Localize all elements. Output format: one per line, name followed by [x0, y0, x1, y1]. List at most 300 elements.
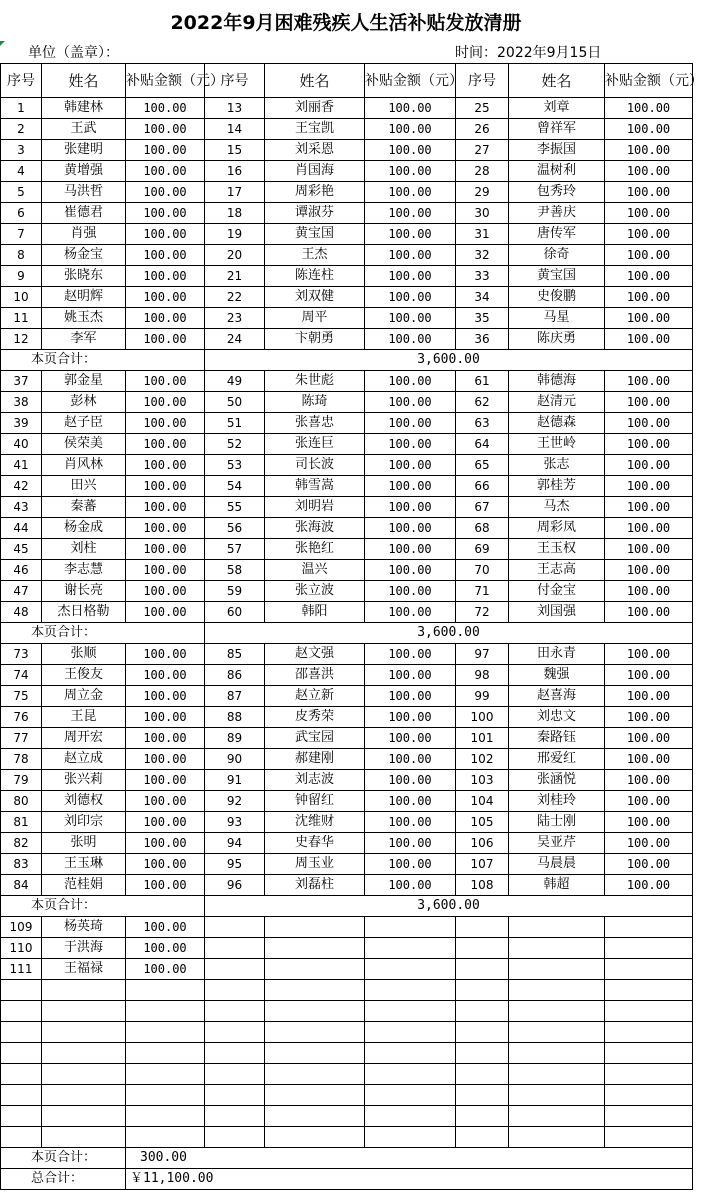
amount-cell: 100.00: [126, 308, 205, 329]
amount-cell: 100.00: [365, 707, 456, 728]
blank-row: [1, 1106, 693, 1127]
empty-cell: [1, 1106, 42, 1127]
empty-cell: [42, 1127, 126, 1148]
table-row: [1, 371, 693, 392]
seq-cell: 64: [456, 434, 509, 455]
amount-cell: 100.00: [365, 371, 456, 392]
seq-cell: 17: [205, 182, 265, 203]
empty-cell: [456, 1106, 509, 1127]
name-cell: 郝建刚: [265, 749, 365, 770]
empty-cell: [1, 1064, 42, 1085]
table-row: [1, 854, 693, 875]
seq-cell: 103: [456, 770, 509, 791]
seq-cell: 85: [205, 644, 265, 665]
seq-cell: 104: [456, 791, 509, 812]
table-row: [1, 287, 693, 308]
name-cell: 赵文强: [265, 644, 365, 665]
name-cell: 刘桂玲: [509, 791, 605, 812]
name-cell: 周玉业: [265, 854, 365, 875]
seq-cell: 70: [456, 560, 509, 581]
name-cell: 魏强: [509, 665, 605, 686]
seq-cell: 65: [456, 455, 509, 476]
header-name: 姓名: [265, 64, 365, 98]
amount-cell: 100.00: [126, 266, 205, 287]
amount-cell: 100.00: [605, 203, 693, 224]
empty-cell: [265, 1106, 365, 1127]
name-cell: 马杰: [509, 497, 605, 518]
empty-cell: [42, 1064, 126, 1085]
seq-cell: 63: [456, 413, 509, 434]
seq-cell: 8: [1, 245, 42, 266]
name-cell: 周彩凤: [509, 518, 605, 539]
seq-cell: 73: [1, 644, 42, 665]
seq-cell: 100: [456, 707, 509, 728]
empty-cell: [456, 1127, 509, 1148]
subtotal-row: [1, 1148, 693, 1169]
seq-cell: 76: [1, 707, 42, 728]
amount-cell: 100.00: [126, 749, 205, 770]
empty-cell: [456, 1085, 509, 1106]
seq-cell: 43: [1, 497, 42, 518]
name-cell: 张艳红: [265, 539, 365, 560]
name-cell: 刘印宗: [42, 812, 126, 833]
empty-cell: [1, 980, 42, 1001]
name-cell: 温兴: [265, 560, 365, 581]
name-cell: 韩建林: [42, 98, 126, 119]
seq-cell: 101: [456, 728, 509, 749]
name-cell: 张志: [509, 455, 605, 476]
seq-cell: 19: [205, 224, 265, 245]
amount-cell: 100.00: [126, 434, 205, 455]
empty-cell: [365, 1022, 456, 1043]
amount-cell: 100.00: [605, 413, 693, 434]
name-cell: 史春华: [265, 833, 365, 854]
empty-cell: [365, 1043, 456, 1064]
amount-cell: 100.00: [126, 98, 205, 119]
seq-cell: 99: [456, 686, 509, 707]
empty-cell: [42, 1085, 126, 1106]
amount-cell: 100.00: [605, 665, 693, 686]
name-cell: 刘国强: [509, 602, 605, 623]
empty-cell: [205, 917, 265, 938]
table-row: [1, 161, 693, 182]
name-cell: 李振国: [509, 140, 605, 161]
name-cell: 刘柱: [42, 539, 126, 560]
seq-cell: 110: [1, 938, 42, 959]
empty-cell: [42, 1001, 126, 1022]
empty-cell: [365, 1106, 456, 1127]
name-cell: 姚玉杰: [42, 308, 126, 329]
table-row: [1, 728, 693, 749]
amount-cell: 100.00: [605, 392, 693, 413]
seq-cell: 54: [205, 476, 265, 497]
name-cell: 谢长亮: [42, 581, 126, 602]
seq-cell: 107: [456, 854, 509, 875]
name-cell: 王昆: [42, 707, 126, 728]
subtotal-label: 本页合计：: [1, 350, 205, 371]
amount-cell: 100.00: [126, 728, 205, 749]
subtotal-value: 300.00: [126, 1148, 693, 1169]
amount-cell: 100.00: [605, 854, 693, 875]
name-cell: 刘志波: [265, 770, 365, 791]
amount-cell: 100.00: [605, 119, 693, 140]
amount-cell: 100.00: [365, 854, 456, 875]
amount-cell: 100.00: [605, 791, 693, 812]
name-cell: 陆士刚: [509, 812, 605, 833]
table-row: [1, 140, 693, 161]
header-amount: 补贴金额（元）: [126, 64, 205, 98]
name-cell: 谭淑芬: [265, 203, 365, 224]
seq-cell: 83: [1, 854, 42, 875]
empty-cell: [205, 1022, 265, 1043]
empty-cell: [509, 959, 605, 980]
amount-cell: 100.00: [365, 413, 456, 434]
seq-cell: 77: [1, 728, 42, 749]
header-amount: 补贴金额（元）: [605, 64, 693, 98]
name-cell: 周开宏: [42, 728, 126, 749]
amount-cell: 100.00: [365, 749, 456, 770]
name-cell: 王福禄: [42, 959, 126, 980]
seq-cell: 84: [1, 875, 42, 896]
name-cell: 张顺: [42, 644, 126, 665]
table-row: [1, 686, 693, 707]
empty-cell: [265, 917, 365, 938]
seq-cell: 4: [1, 161, 42, 182]
empty-cell: [509, 1085, 605, 1106]
name-cell: 温树利: [509, 161, 605, 182]
empty-cell: [365, 980, 456, 1001]
table-row: [1, 308, 693, 329]
amount-cell: 100.00: [365, 539, 456, 560]
cell-marker: [0, 41, 5, 46]
table-row: [1, 560, 693, 581]
name-cell: 崔德君: [42, 203, 126, 224]
subtotal-row: [1, 623, 693, 644]
table-row: [1, 455, 693, 476]
name-cell: 李军: [42, 329, 126, 350]
amount-cell: 100.00: [126, 287, 205, 308]
empty-cell: [265, 980, 365, 1001]
amount-cell: 100.00: [605, 707, 693, 728]
seq-cell: 13: [205, 98, 265, 119]
seq-cell: 67: [456, 497, 509, 518]
amount-cell: 100.00: [365, 581, 456, 602]
header-seq: 序号: [456, 64, 509, 98]
seq-cell: 106: [456, 833, 509, 854]
amount-cell: 100.00: [126, 371, 205, 392]
amount-cell: 100.00: [605, 812, 693, 833]
seq-cell: 35: [456, 308, 509, 329]
name-cell: 杨金成: [42, 518, 126, 539]
table-row: [1, 245, 693, 266]
seq-cell: 72: [456, 602, 509, 623]
name-cell: 马晨晨: [509, 854, 605, 875]
amount-cell: 100.00: [126, 938, 205, 959]
seq-cell: 29: [456, 182, 509, 203]
name-cell: 陈连柱: [265, 266, 365, 287]
amount-cell: 100.00: [605, 728, 693, 749]
seq-cell: 96: [205, 875, 265, 896]
empty-cell: [205, 1043, 265, 1064]
amount-cell: 100.00: [126, 476, 205, 497]
name-cell: 唐传军: [509, 224, 605, 245]
empty-cell: [605, 1106, 693, 1127]
empty-cell: [605, 959, 693, 980]
amount-cell: 100.00: [605, 602, 693, 623]
table-row: [1, 917, 693, 938]
name-cell: 马洪哲: [42, 182, 126, 203]
header-seq: 序号: [205, 64, 265, 98]
amount-cell: 100.00: [605, 539, 693, 560]
name-cell: 肖国海: [265, 161, 365, 182]
name-cell: 韩雪嵩: [265, 476, 365, 497]
seq-cell: 91: [205, 770, 265, 791]
table-row: [1, 644, 693, 665]
amount-cell: 100.00: [605, 875, 693, 896]
empty-cell: [605, 1043, 693, 1064]
empty-cell: [456, 1001, 509, 1022]
empty-cell: [126, 1043, 205, 1064]
name-cell: 张兴莉: [42, 770, 126, 791]
name-cell: 朱世彪: [265, 371, 365, 392]
empty-cell: [509, 1022, 605, 1043]
empty-cell: [365, 917, 456, 938]
name-cell: 沈维财: [265, 812, 365, 833]
amount-cell: 100.00: [365, 686, 456, 707]
seq-cell: 48: [1, 602, 42, 623]
amount-cell: 100.00: [365, 497, 456, 518]
amount-cell: 100.00: [126, 581, 205, 602]
amount-cell: 100.00: [365, 266, 456, 287]
amount-cell: 100.00: [605, 581, 693, 602]
table-row: [1, 476, 693, 497]
amount-cell: 100.00: [605, 644, 693, 665]
name-cell: 赵立新: [265, 686, 365, 707]
empty-cell: [1, 1001, 42, 1022]
subtotal-value: 3,600.00: [205, 896, 693, 917]
seq-cell: 11: [1, 308, 42, 329]
subtotal-label: 本页合计：: [1, 896, 205, 917]
name-cell: 刘双健: [265, 287, 365, 308]
empty-cell: [365, 959, 456, 980]
empty-cell: [509, 980, 605, 1001]
seq-cell: 92: [205, 791, 265, 812]
seq-cell: 25: [456, 98, 509, 119]
name-cell: 周立金: [42, 686, 126, 707]
amount-cell: 100.00: [365, 455, 456, 476]
seq-cell: 22: [205, 287, 265, 308]
seq-cell: 75: [1, 686, 42, 707]
table-row: [1, 665, 693, 686]
amount-cell: 100.00: [126, 959, 205, 980]
amount-cell: 100.00: [126, 140, 205, 161]
amount-cell: 100.00: [365, 329, 456, 350]
date-label: 时间：2022年9月15日: [455, 45, 602, 61]
seq-cell: 88: [205, 707, 265, 728]
name-cell: 钟留红: [265, 791, 365, 812]
seq-cell: 80: [1, 791, 42, 812]
seq-cell: 36: [456, 329, 509, 350]
name-cell: 黄增强: [42, 161, 126, 182]
amount-cell: 100.00: [365, 644, 456, 665]
seq-cell: 18: [205, 203, 265, 224]
name-cell: 刘磊柱: [265, 875, 365, 896]
header-name: 姓名: [509, 64, 605, 98]
amount-cell: 100.00: [605, 476, 693, 497]
empty-cell: [509, 938, 605, 959]
table-row: [1, 875, 693, 896]
empty-cell: [605, 938, 693, 959]
empty-cell: [1, 1085, 42, 1106]
seq-cell: 10: [1, 287, 42, 308]
amount-cell: 100.00: [605, 182, 693, 203]
grand-total-label: 总合计：: [1, 1169, 126, 1190]
empty-cell: [126, 1106, 205, 1127]
seq-cell: 69: [456, 539, 509, 560]
amount-cell: 100.00: [605, 434, 693, 455]
amount-cell: 100.00: [365, 434, 456, 455]
seq-cell: 93: [205, 812, 265, 833]
empty-cell: [126, 980, 205, 1001]
header-seq: 序号: [1, 64, 42, 98]
amount-cell: 100.00: [605, 329, 693, 350]
empty-cell: [365, 938, 456, 959]
seq-cell: 97: [456, 644, 509, 665]
amount-cell: 100.00: [126, 392, 205, 413]
amount-cell: 100.00: [126, 560, 205, 581]
empty-cell: [1, 1043, 42, 1064]
name-cell: 杰日格勒: [42, 602, 126, 623]
amount-cell: 100.00: [365, 182, 456, 203]
document-title: 2022年9月困难残疾人生活补贴发放清册: [170, 12, 522, 34]
empty-cell: [365, 1064, 456, 1085]
seq-cell: 79: [1, 770, 42, 791]
seq-cell: 40: [1, 434, 42, 455]
amount-cell: 100.00: [605, 686, 693, 707]
empty-cell: [509, 1127, 605, 1148]
name-cell: 司长波: [265, 455, 365, 476]
name-cell: 刘明岩: [265, 497, 365, 518]
amount-cell: 100.00: [365, 875, 456, 896]
amount-cell: 100.00: [605, 287, 693, 308]
seq-cell: 66: [456, 476, 509, 497]
empty-cell: [126, 1022, 205, 1043]
name-cell: 周彩艳: [265, 182, 365, 203]
empty-cell: [265, 1022, 365, 1043]
name-cell: 赵明辉: [42, 287, 126, 308]
blank-row: [1, 1127, 693, 1148]
table-row: [1, 182, 693, 203]
empty-cell: [205, 1064, 265, 1085]
empty-cell: [605, 980, 693, 1001]
seq-cell: 23: [205, 308, 265, 329]
seq-cell: 68: [456, 518, 509, 539]
empty-cell: [126, 1001, 205, 1022]
seq-cell: 14: [205, 119, 265, 140]
name-cell: 郭桂芳: [509, 476, 605, 497]
seq-cell: 82: [1, 833, 42, 854]
amount-cell: 100.00: [365, 245, 456, 266]
name-cell: 张涵悦: [509, 770, 605, 791]
name-cell: 王杰: [265, 245, 365, 266]
seq-cell: 2: [1, 119, 42, 140]
empty-cell: [509, 917, 605, 938]
empty-cell: [205, 1106, 265, 1127]
empty-cell: [509, 1001, 605, 1022]
name-cell: 韩德海: [509, 371, 605, 392]
empty-cell: [605, 917, 693, 938]
table-header-row: [1, 64, 693, 98]
amount-cell: 100.00: [126, 770, 205, 791]
seq-cell: 98: [456, 665, 509, 686]
table-body: [1, 64, 703, 1190]
empty-cell: [509, 1043, 605, 1064]
name-cell: 周平: [265, 308, 365, 329]
table-row: [1, 98, 693, 119]
table-row: [1, 749, 693, 770]
table-row: [1, 413, 693, 434]
seq-cell: 7: [1, 224, 42, 245]
amount-cell: 100.00: [126, 812, 205, 833]
blank-row: [1, 1064, 693, 1085]
seq-cell: 15: [205, 140, 265, 161]
amount-cell: 100.00: [126, 602, 205, 623]
seq-cell: 27: [456, 140, 509, 161]
seq-cell: 42: [1, 476, 42, 497]
name-cell: 邵喜洪: [265, 665, 365, 686]
name-cell: 刘章: [509, 98, 605, 119]
amount-cell: 100.00: [365, 812, 456, 833]
seq-cell: 105: [456, 812, 509, 833]
name-cell: 杨金宝: [42, 245, 126, 266]
seq-cell: 53: [205, 455, 265, 476]
amount-cell: 100.00: [365, 203, 456, 224]
name-cell: 范桂娟: [42, 875, 126, 896]
seq-cell: 51: [205, 413, 265, 434]
empty-cell: [605, 1001, 693, 1022]
name-cell: 刘采恩: [265, 140, 365, 161]
table-row: [1, 329, 693, 350]
table-row: [1, 518, 693, 539]
empty-cell: [265, 959, 365, 980]
seq-cell: 95: [205, 854, 265, 875]
name-cell: 王宝凯: [265, 119, 365, 140]
empty-cell: [456, 1022, 509, 1043]
amount-cell: 100.00: [605, 266, 693, 287]
empty-cell: [205, 938, 265, 959]
name-cell: 韩阳: [265, 602, 365, 623]
empty-cell: [605, 1022, 693, 1043]
name-cell: 赵清元: [509, 392, 605, 413]
table-row: [1, 791, 693, 812]
seq-cell: 81: [1, 812, 42, 833]
table-row: [1, 119, 693, 140]
seq-cell: 58: [205, 560, 265, 581]
amount-cell: 100.00: [126, 497, 205, 518]
name-cell: 赵子臣: [42, 413, 126, 434]
name-cell: 王世岭: [509, 434, 605, 455]
name-cell: 邢爱红: [509, 749, 605, 770]
empty-cell: [42, 1043, 126, 1064]
name-cell: 卞朝勇: [265, 329, 365, 350]
amount-cell: 100.00: [605, 308, 693, 329]
empty-cell: [456, 980, 509, 1001]
seq-cell: 28: [456, 161, 509, 182]
table-row: [1, 392, 693, 413]
seq-cell: 87: [205, 686, 265, 707]
name-cell: 王玉权: [509, 539, 605, 560]
blank-row: [1, 1085, 693, 1106]
